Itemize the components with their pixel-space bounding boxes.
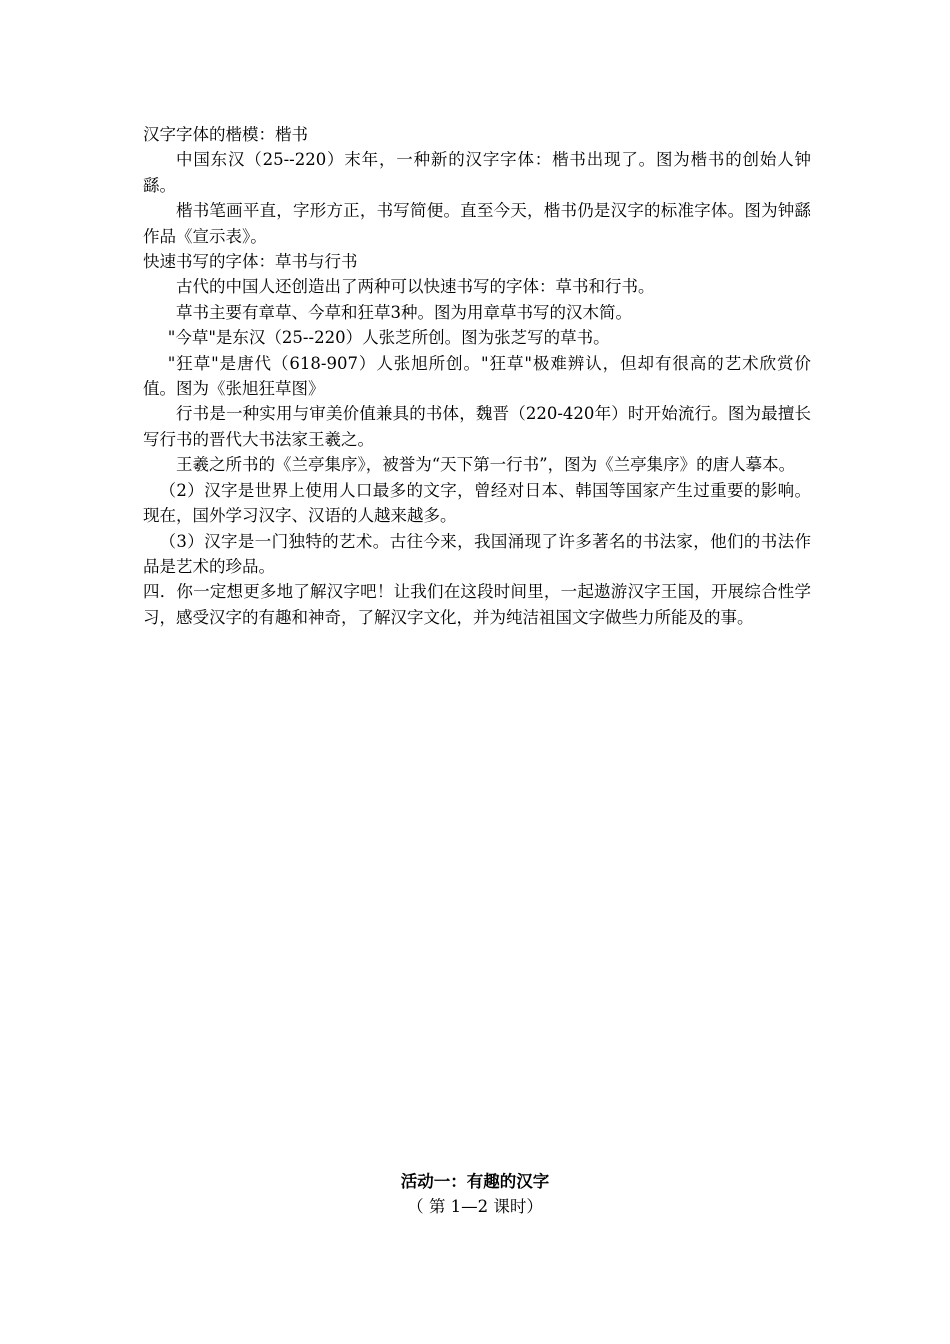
section-heading-kaishu: 汉字字体的楷模：楷书	[143, 125, 308, 144]
section-heading-caoshu-xingshu: 快速书写的字体：草书与行书	[143, 252, 358, 272]
paragraph-section-four: 四．你一定想更多地了解汉字吧！让我们在这段时间里，一起遨游汉字王国，开展综合性学习，感受汉字的有趣和神奇，了解汉字文化，并为纯洁祖国文字做些力所能及的事。	[143, 582, 811, 627]
paragraph-lantingxu: 王羲之所书的《兰亭集序》，被誉为“天下第一行书”，图为《兰亭集序》的唐人摹本。	[176, 455, 796, 475]
paragraph-kaishu-features: 楷书笔画平直，字形方正，书写简便。直至今天，楷书仍是汉字的标准字体。图为钟繇作品《宣示表》。	[143, 201, 811, 246]
activity-subtitle: （ 第 1—2 课时）	[407, 1197, 543, 1216]
paragraph-fast-scripts: 古代的中国人还创造出了两种可以快速书写的字体：草书和行书。	[176, 277, 655, 297]
activity-title: 活动一：有趣的汉字	[400, 1172, 550, 1191]
paragraph-kaishu-origin: 中国东汉（25--220）末年，一种新的汉字字体：楷书出现了。图为楷书的创始人钟繇。	[143, 150, 811, 195]
paragraph-point-3: （3）汉字是一门独特的艺术。古往今来，我国涌现了许多著名的书法家，他们的书法作品是艺术的珍品。	[143, 531, 811, 576]
paragraph-point-2: （2）汉字是世界上使用人口最多的文字，曾经对日本、韩国等国家产生过重要的影响。现在，国外学习汉字、汉语的人越来越多。	[143, 480, 811, 526]
document-body	[143, 122, 811, 630]
paragraph-caoshu-types: 草书主要有章草、今草和狂草3种。图为用章草书写的汉木简。	[176, 302, 632, 322]
paragraph-xingshu: 行书是一种实用与审美价值兼具的书体，魏晋（220-420年）时开始流行。图为最擅长写行书的晋代大书法家王羲之。	[143, 404, 811, 449]
paragraph-jincao: "今草"是东汉（25--220）人张芝所创。图为张芝写的草书。	[167, 328, 610, 348]
paragraph-kuangcao: "狂草"是唐代（618-907）人张旭所创。"狂草"极难辨认，但却有很高的艺术欣赏价值。图为《张旭狂草图》	[143, 353, 811, 399]
